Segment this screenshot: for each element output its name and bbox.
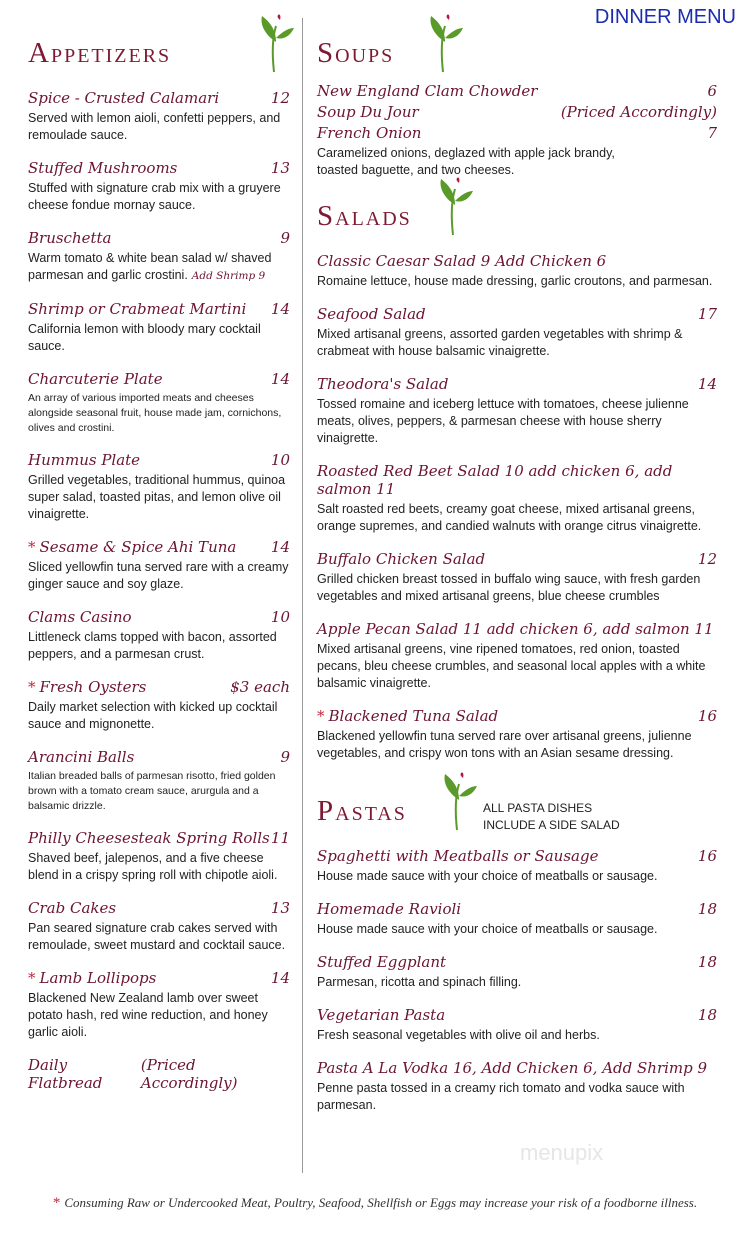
menu-item-description <box>317 396 717 447</box>
menu-item-description-text: Shaved beef, jalepenos, and a five cheese blend in a crispy spring roll with chipotle aioli. <box>28 851 278 882</box>
menu-item-description <box>317 641 717 692</box>
menu-item-description-text: California lemon with bloody mary cocktail sauce. <box>28 322 261 353</box>
menu-item-name <box>28 370 163 388</box>
appetizers-list <box>28 89 290 1092</box>
menu-item-title: Seafood Salad <box>317 305 426 323</box>
menu-item-price: 14 <box>270 370 290 388</box>
footer-text: Consuming Raw or Undercooked Meat, Poultry, Seafood, Shellfish or Eggs may increase your risk of a foodborne illness. <box>64 1195 698 1210</box>
menu-item-title: Lamb Lollipops <box>39 969 157 987</box>
menu-item-name <box>28 229 112 247</box>
menu-item-header <box>28 1056 290 1092</box>
menu-item-name <box>317 847 598 865</box>
menu-item-name <box>28 1056 141 1092</box>
salads-title: Salads <box>317 200 412 232</box>
menu-item-price: 14 <box>270 538 290 556</box>
menu-item-name <box>317 103 419 121</box>
menu-item-name <box>317 124 421 142</box>
menu-item <box>317 124 717 142</box>
menu-item-description <box>317 728 717 762</box>
menu-item-header <box>28 538 290 556</box>
menu-item <box>28 229 290 285</box>
menu-item-description-text: Italian breaded balls of parmesan risotto, fried golden brown with a tomato cream sauce, arurgula and a balsamic drizzle. <box>28 770 276 812</box>
menu-item <box>28 451 290 523</box>
menu-item <box>317 707 717 762</box>
menu-item-title: Charcuterie Plate <box>28 370 163 388</box>
menu-item-name <box>28 300 246 318</box>
raw-warning-star: * <box>317 707 325 725</box>
menu-item-title: Blackened Tuna Salad <box>328 707 499 725</box>
menu-item-title: Vegetarian Pasta <box>317 1006 446 1024</box>
menu-item-name <box>317 900 461 918</box>
menu-item-header <box>317 953 717 971</box>
menu-item-price: 9 <box>280 229 290 247</box>
pastas-list <box>317 847 717 1114</box>
menu-item-description-text: Tossed romaine and iceberg lettuce with tomatoes, cheese julienne meats, olives, peppers, & parmesan cheese with house sherry vinaigrette. <box>317 397 689 445</box>
menu-item-description-text: Pan seared signature crab cakes served with remoulade, sweet mustard and cocktail sauce. <box>28 921 286 952</box>
menu-item-header <box>317 900 717 918</box>
menu-item-title: Crab Cakes <box>28 899 117 917</box>
leaf-icon <box>439 772 479 832</box>
menu-item-title: Stuffed Mushrooms <box>28 159 178 177</box>
leaf-icon <box>425 14 465 74</box>
menu-item-description-text: Sliced yellowfin tuna served rare with a creamy ginger sauce and soy glaze. <box>28 560 289 591</box>
menu-item-header <box>28 229 290 247</box>
menu-item-name <box>317 375 448 393</box>
appetizers-column <box>28 30 290 1092</box>
menu-item <box>28 300 290 355</box>
menu-item <box>317 103 717 121</box>
menu-item-description <box>317 326 717 360</box>
menu-item-header <box>317 707 717 725</box>
menu-item-price: 12 <box>697 550 717 568</box>
menu-item-title: Clams Casino <box>28 608 132 626</box>
menu-item-price: 11 <box>270 829 290 847</box>
menu-item-title: Daily Flatbread <box>28 1056 103 1092</box>
soups-title: Soups <box>317 37 395 69</box>
menu-item-header <box>317 847 717 865</box>
salads-header <box>317 193 717 237</box>
soups-header <box>317 30 717 74</box>
menu-item-description <box>28 321 290 355</box>
menu-item-price: 10 <box>270 608 290 626</box>
leaf-icon <box>256 14 296 74</box>
menu-item-name <box>317 620 714 638</box>
menu-item-price: 14 <box>697 375 717 393</box>
menu-item-addon: Add Shrimp 9 <box>191 270 266 282</box>
menu-item-price: 16 <box>697 707 717 725</box>
menu-item-title: Shrimp or Crabmeat Martini <box>28 300 247 318</box>
menu-item-description-text: Littleneck clams topped with bacon, assorted peppers, and a parmesan crust. <box>28 630 277 661</box>
menu-item-price: 17 <box>697 305 717 323</box>
menu-item-description-text: An array of various imported meats and cheeses alongside seasonal fruit, house made jam, cornichons, olives and crostini. <box>28 392 282 434</box>
menu-item-description <box>28 850 290 884</box>
menu-item-price: 13 <box>270 159 290 177</box>
menu-item-price: 6 <box>707 82 717 100</box>
menu-item-header <box>28 370 290 388</box>
menu-item-description <box>28 250 290 285</box>
menu-item-price: 14 <box>270 300 290 318</box>
menu-item-name <box>28 451 140 469</box>
pastas-note-line1: ALL PASTA DISHES <box>483 801 593 815</box>
menu-item-title: Theodora's Salad <box>317 375 449 393</box>
raw-warning-star: * <box>28 538 36 556</box>
menu-item-name <box>317 1006 445 1024</box>
menu-item-description <box>317 1080 717 1114</box>
menu-item-description <box>317 501 717 535</box>
menu-item-title: Philly Cheesesteak Spring Rolls <box>28 829 270 847</box>
menu-item <box>317 847 717 885</box>
menu-item-price: 12 <box>270 89 290 107</box>
menu-item <box>317 462 717 535</box>
menu-item-description-text: House made sauce with your choice of meatballs or sausage. <box>317 869 658 883</box>
menu-item-title: Pasta A La Vodka 16, Add Chicken 6, Add Shrimp 9 <box>317 1059 708 1077</box>
menu-item <box>28 159 290 214</box>
pastas-title: Pastas <box>317 795 407 827</box>
menu-item-description <box>28 472 290 523</box>
menu-item <box>28 748 290 814</box>
menu-item-description-text: Fresh seasonal vegetables with olive oil and herbs. <box>317 1028 600 1042</box>
menu-item-header <box>28 608 290 626</box>
menu-item-name <box>28 969 156 987</box>
menu-item-description <box>28 559 290 593</box>
menu-item <box>317 620 717 692</box>
menu-item-title: Hummus Plate <box>28 451 141 469</box>
menu-item-price: 18 <box>697 953 717 971</box>
menu-item <box>317 1006 717 1044</box>
watermark: menupix <box>520 1140 604 1165</box>
soups-list <box>317 82 717 142</box>
menu-item-header <box>317 103 717 121</box>
menu-item-name <box>28 608 132 626</box>
menu-item-price: 14 <box>270 969 290 987</box>
menu-item-description <box>28 699 290 733</box>
appetizers-title: Appetizers <box>28 37 172 69</box>
pastas-note <box>483 800 620 834</box>
menu-item-title: Fresh Oysters <box>39 678 147 696</box>
menu-item-name <box>317 550 485 568</box>
menu-item-description-text: Mixed artisanal greens, vine ripened tomatoes, red onion, toasted pecans, bleu cheese crumbles, and seasonal local apples with a white balsamic vinaigrette. <box>317 642 706 690</box>
menu-item <box>28 969 290 1041</box>
menu-item <box>28 608 290 663</box>
menu-item-price: $3 each <box>230 678 290 696</box>
raw-warning-star: * <box>28 969 36 987</box>
menu-item <box>317 375 717 447</box>
menu-item-title: Sesame & Spice Ahi Tuna <box>39 538 237 556</box>
menu-item-header <box>28 829 290 847</box>
menu-item-description-text: Blackened yellowfin tuna served rare over artisanal greens, julienne vegetables, and crispy won tons with an Asian sesame dressing. <box>317 729 692 760</box>
menu-item-header <box>28 969 290 987</box>
menu-item-header <box>317 124 717 142</box>
menu-item-description-text: Blackened New Zealand lamb over sweet potato hash, red wine reduction, and honey garlic aioli. <box>28 991 268 1039</box>
menu-item-header <box>317 462 717 498</box>
menu-item-title: Homemade Ravioli <box>317 900 462 918</box>
menu-item-name <box>28 89 219 107</box>
menu-item-title: Roasted Red Beet Salad 10 add chicken 6, add salmon 11 <box>317 462 673 498</box>
menu-item-price: (Priced Accordingly) <box>560 103 717 121</box>
footer-disclaimer <box>0 1195 750 1212</box>
menu-item <box>317 900 717 938</box>
menu-item-title: Stuffed Eggplant <box>317 953 447 971</box>
menu-item-name <box>28 538 236 556</box>
menu-item-description-text: Grilled chicken breast tossed in buffalo wing sauce, with fresh garden vegetables and mixed artisanal greens, blue cheese crumbles <box>317 572 701 603</box>
footer-star: * <box>52 1195 61 1211</box>
menu-item-name <box>28 678 146 696</box>
menu-item-title: Classic Caesar Salad 9 Add Chicken 6 <box>317 252 607 270</box>
raw-warning-star: * <box>28 678 36 696</box>
menu-item-description <box>28 180 290 214</box>
menu-item-title: Arancini Balls <box>28 748 135 766</box>
pastas-header <box>317 788 717 832</box>
menu-item-name <box>317 953 446 971</box>
menu-item-name <box>317 82 537 100</box>
menu-item-title: Apple Pecan Salad 11 add chicken 6, add salmon 11 <box>317 620 714 638</box>
menu-item <box>28 899 290 954</box>
menu-item-price: 16 <box>697 847 717 865</box>
menu-item-price: 18 <box>697 900 717 918</box>
menu-item-description <box>317 868 717 885</box>
pastas-note-line2: INCLUDE A SIDE SALAD <box>483 818 620 832</box>
menu-item-header <box>317 1006 717 1024</box>
menu-item-price: 13 <box>270 899 290 917</box>
menu-item-name <box>317 462 717 498</box>
french-onion-desc: Caramelized onions, deglazed with apple jack brandy, toasted baguette, and two cheeses. <box>317 146 615 177</box>
column-divider <box>302 18 303 1173</box>
menu-item-name <box>317 252 606 270</box>
menu-item-price: 9 <box>280 748 290 766</box>
menu-item-price: 10 <box>270 451 290 469</box>
menu-item-description-text: Daily market selection with kicked up cocktail sauce and mignonette. <box>28 700 278 731</box>
menu-item-description <box>317 974 717 991</box>
menu-item-name <box>28 829 270 847</box>
menu-item-title: Spaghetti with Meatballs or Sausage <box>317 847 599 865</box>
menu-item-description-text: Salt roasted red beets, creamy goat cheese, mixed artisanal greens, orange supremes, and candied walnuts with orange citrus vinaigrette. <box>317 502 702 533</box>
menu-item-title: Buffalo Chicken Salad <box>317 550 486 568</box>
leaf-icon <box>435 177 475 237</box>
menu-item-description <box>28 629 290 663</box>
menu-item-title: Spice - Crusted Calamari <box>28 89 220 107</box>
menu-item-description <box>317 921 717 938</box>
menu-item-description <box>317 571 717 605</box>
menu-item-description <box>317 1027 717 1044</box>
menu-item-name <box>317 305 426 323</box>
menu-item-header <box>317 1059 717 1077</box>
menu-item-description-text: Warm tomato & white bean salad w/ shaved parmesan and garlic crostini. <box>28 251 272 282</box>
menu-item-name <box>28 899 116 917</box>
menu-item <box>28 89 290 144</box>
menu-item-description <box>28 391 290 436</box>
menu-item-name <box>28 748 134 766</box>
menu-item-description <box>28 110 290 144</box>
menu-item <box>28 829 290 884</box>
menu-item-header <box>317 305 717 323</box>
menu-item-price: (Priced Accordingly) <box>140 1056 238 1092</box>
menu-item-title: Soup Du Jour <box>317 103 419 121</box>
menu-item-header <box>317 375 717 393</box>
menu-item-name <box>317 707 498 725</box>
menu-item-header <box>28 300 290 318</box>
menu-item <box>28 538 290 593</box>
menu-item-title: Bruschetta <box>28 229 112 247</box>
appetizers-header <box>28 30 290 74</box>
menu-item-description-text: House made sauce with your choice of meatballs or sausage. <box>317 922 658 936</box>
menu-item-description <box>317 273 717 290</box>
menu-item-description-text: Romaine lettuce, house made dressing, garlic croutons, and parmesan. <box>317 274 713 288</box>
menu-item-description <box>28 769 290 814</box>
menu-item-header <box>317 620 717 638</box>
menu-item <box>317 82 717 100</box>
menu-item-header <box>28 899 290 917</box>
menu-item-title: New England Clam Chowder <box>317 82 538 100</box>
menu-item <box>28 1056 290 1092</box>
menu-item <box>317 305 717 360</box>
menu-item-title: French Onion <box>317 124 422 142</box>
right-column <box>317 30 717 1114</box>
menu-item-header <box>317 82 717 100</box>
menu-item-description <box>28 990 290 1041</box>
menu-item <box>28 678 290 733</box>
menu-item-description-text: Grilled vegetables, traditional hummus, quinoa super salad, toasted pitas, and lemon olive oil vinaigrette. <box>28 473 286 521</box>
menu-item-description-text: Penne pasta tossed in a creamy rich tomato and vodka sauce with parmesan. <box>317 1081 685 1112</box>
menu-item-name <box>28 159 177 177</box>
menu-item <box>317 252 717 290</box>
menu-item-description-text: Stuffed with signature crab mix with a gruyere cheese fondue mornay sauce. <box>28 181 281 212</box>
salads-list <box>317 252 717 762</box>
menu-item-header <box>28 159 290 177</box>
menu-item <box>28 370 290 436</box>
menu-item-description-text: Served with lemon aioli, confetti peppers, and remoulade sauce. <box>28 111 281 142</box>
menu-item <box>317 953 717 991</box>
page-title: DINNER MENU <box>594 6 736 28</box>
menu-item-price: 18 <box>697 1006 717 1024</box>
menu-item-header <box>28 748 290 766</box>
menu-item-description-text: Parmesan, ricotta and spinach filling. <box>317 975 522 989</box>
menu-item <box>317 1059 717 1114</box>
menu-item-header <box>317 252 717 270</box>
menu-item-header <box>28 451 290 469</box>
menu-item <box>317 550 717 605</box>
menu-item-name <box>317 1059 707 1077</box>
menu-item-header <box>28 678 290 696</box>
menu-item-price: 7 <box>707 124 717 142</box>
menu-item-description <box>28 920 290 954</box>
menu-item-description-text: Mixed artisanal greens, assorted garden vegetables with shrimp & crabmeat with house balsamic vinaigrette. <box>317 327 683 358</box>
menu-item-header <box>28 89 290 107</box>
menu-item-header <box>317 550 717 568</box>
